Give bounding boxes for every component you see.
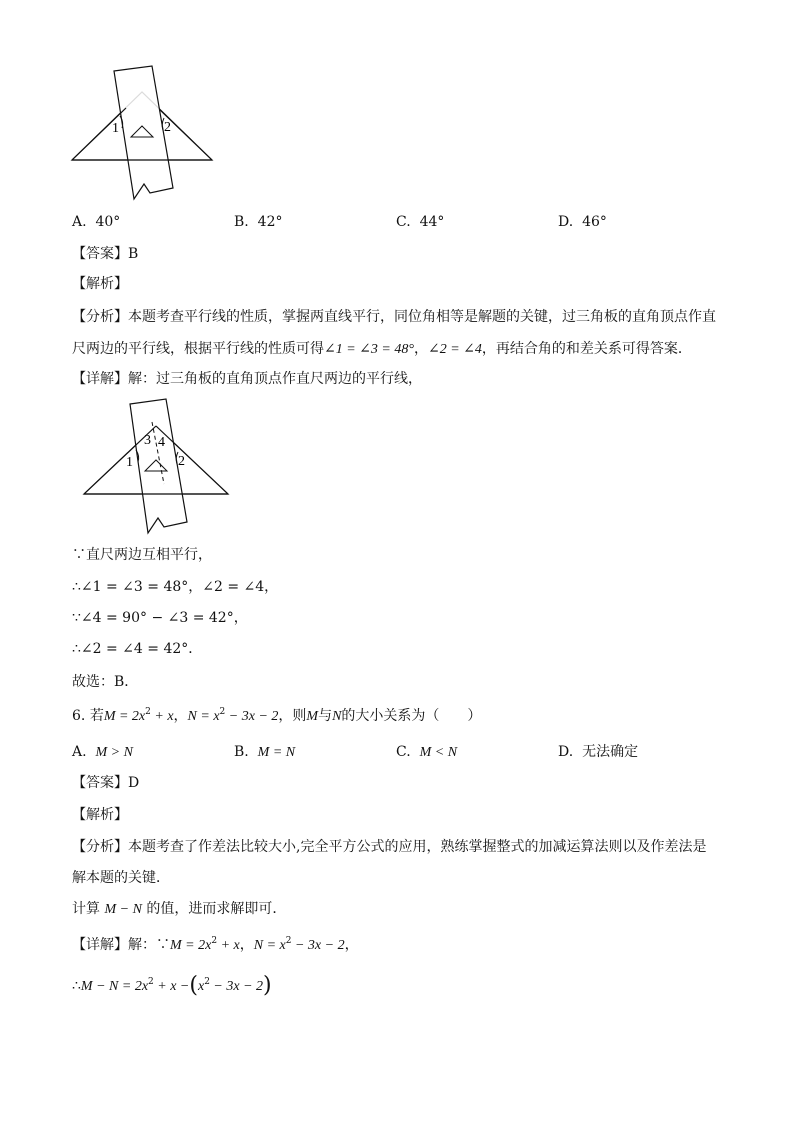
q5-fenxi-line1: 【分析】本题考查平行线的性质，掌握两直线平行，同位角相等是解题的关键，过三角板的直角顶点作直 [72, 309, 716, 325]
option-d: D. 46° [558, 214, 607, 230]
q5-step1: ∵直尺两边互相平行， [72, 547, 212, 563]
angle-label-4: 4 [158, 435, 165, 450]
angle-label-1: 1 [112, 121, 119, 136]
figure-ruler-triangle-1 [66, 62, 220, 202]
q5-conclusion: 故选：B． [72, 674, 139, 690]
q5-xiangjie: 【详解】解：过三角板的直角顶点作直尺两边的平行线， [72, 371, 422, 387]
angle-label-2: 2 [164, 120, 171, 135]
figure-ruler-triangle-2 [78, 396, 234, 536]
q5-fenxi-line2: 尺两边的平行线，根据平行线的性质可得∠1 = ∠3 = 48°，∠2 = ∠4，再结合角的和差关系可得答案． [72, 341, 692, 357]
option-b: B. 42° [234, 214, 283, 230]
q5-answer: 【答案】B [72, 246, 139, 262]
q5-step3: ∵∠4 = 90° − ∠3 = 42°， [72, 610, 248, 626]
q6-option-c: C. M < N [396, 744, 458, 760]
q6-xiangjie: 【详解】解：∵M = $2x^2 + x$，$N = x^2 - 3x - 2$， [72, 936, 359, 953]
q6-fenxi-line2: 解本题的关键． [72, 870, 170, 886]
angle-label-3: 3 [144, 433, 151, 448]
q6-calc: 计算 M − N 的值，进而求解即可． [72, 901, 287, 917]
q6-option-d: D. 无法确定 [558, 744, 639, 760]
q5-analysis-title: 【解析】 [72, 276, 128, 292]
option-c: C. 44° [396, 214, 445, 230]
angle-label-2: 2 [178, 454, 185, 469]
q6-answer: 【答案】D [72, 775, 140, 791]
q6-analysis-title: 【解析】 [72, 807, 128, 823]
q6-fenxi-line1: 【分析】本题考查了作差法比较大小,完全平方公式的应用，熟练掌握整式的加减运算法则以及作差法是 [72, 839, 707, 855]
option-a: A. 40° [72, 214, 121, 230]
q6-option-a: A. M > N [72, 744, 133, 760]
q5-step4: ∴∠2 = ∠4 = 42°． [72, 641, 203, 657]
q6-stem: 6. 若$M = 2x^2 + x$，$N = x^2 - 3x - 2$，则M与N的大小关系为（ ） [72, 707, 482, 724]
q6-option-b: B. M = N [234, 744, 296, 760]
angle-label-1: 1 [126, 455, 133, 470]
q6-final: ∴M − $N = 2x^2 + x -(x^2 - 3x - 2)$ [72, 973, 272, 998]
triangle-edge-right-over [160, 110, 212, 160]
q5-step2: ∴∠1 = ∠3 = 48°，∠2 = ∠4， [72, 579, 279, 595]
